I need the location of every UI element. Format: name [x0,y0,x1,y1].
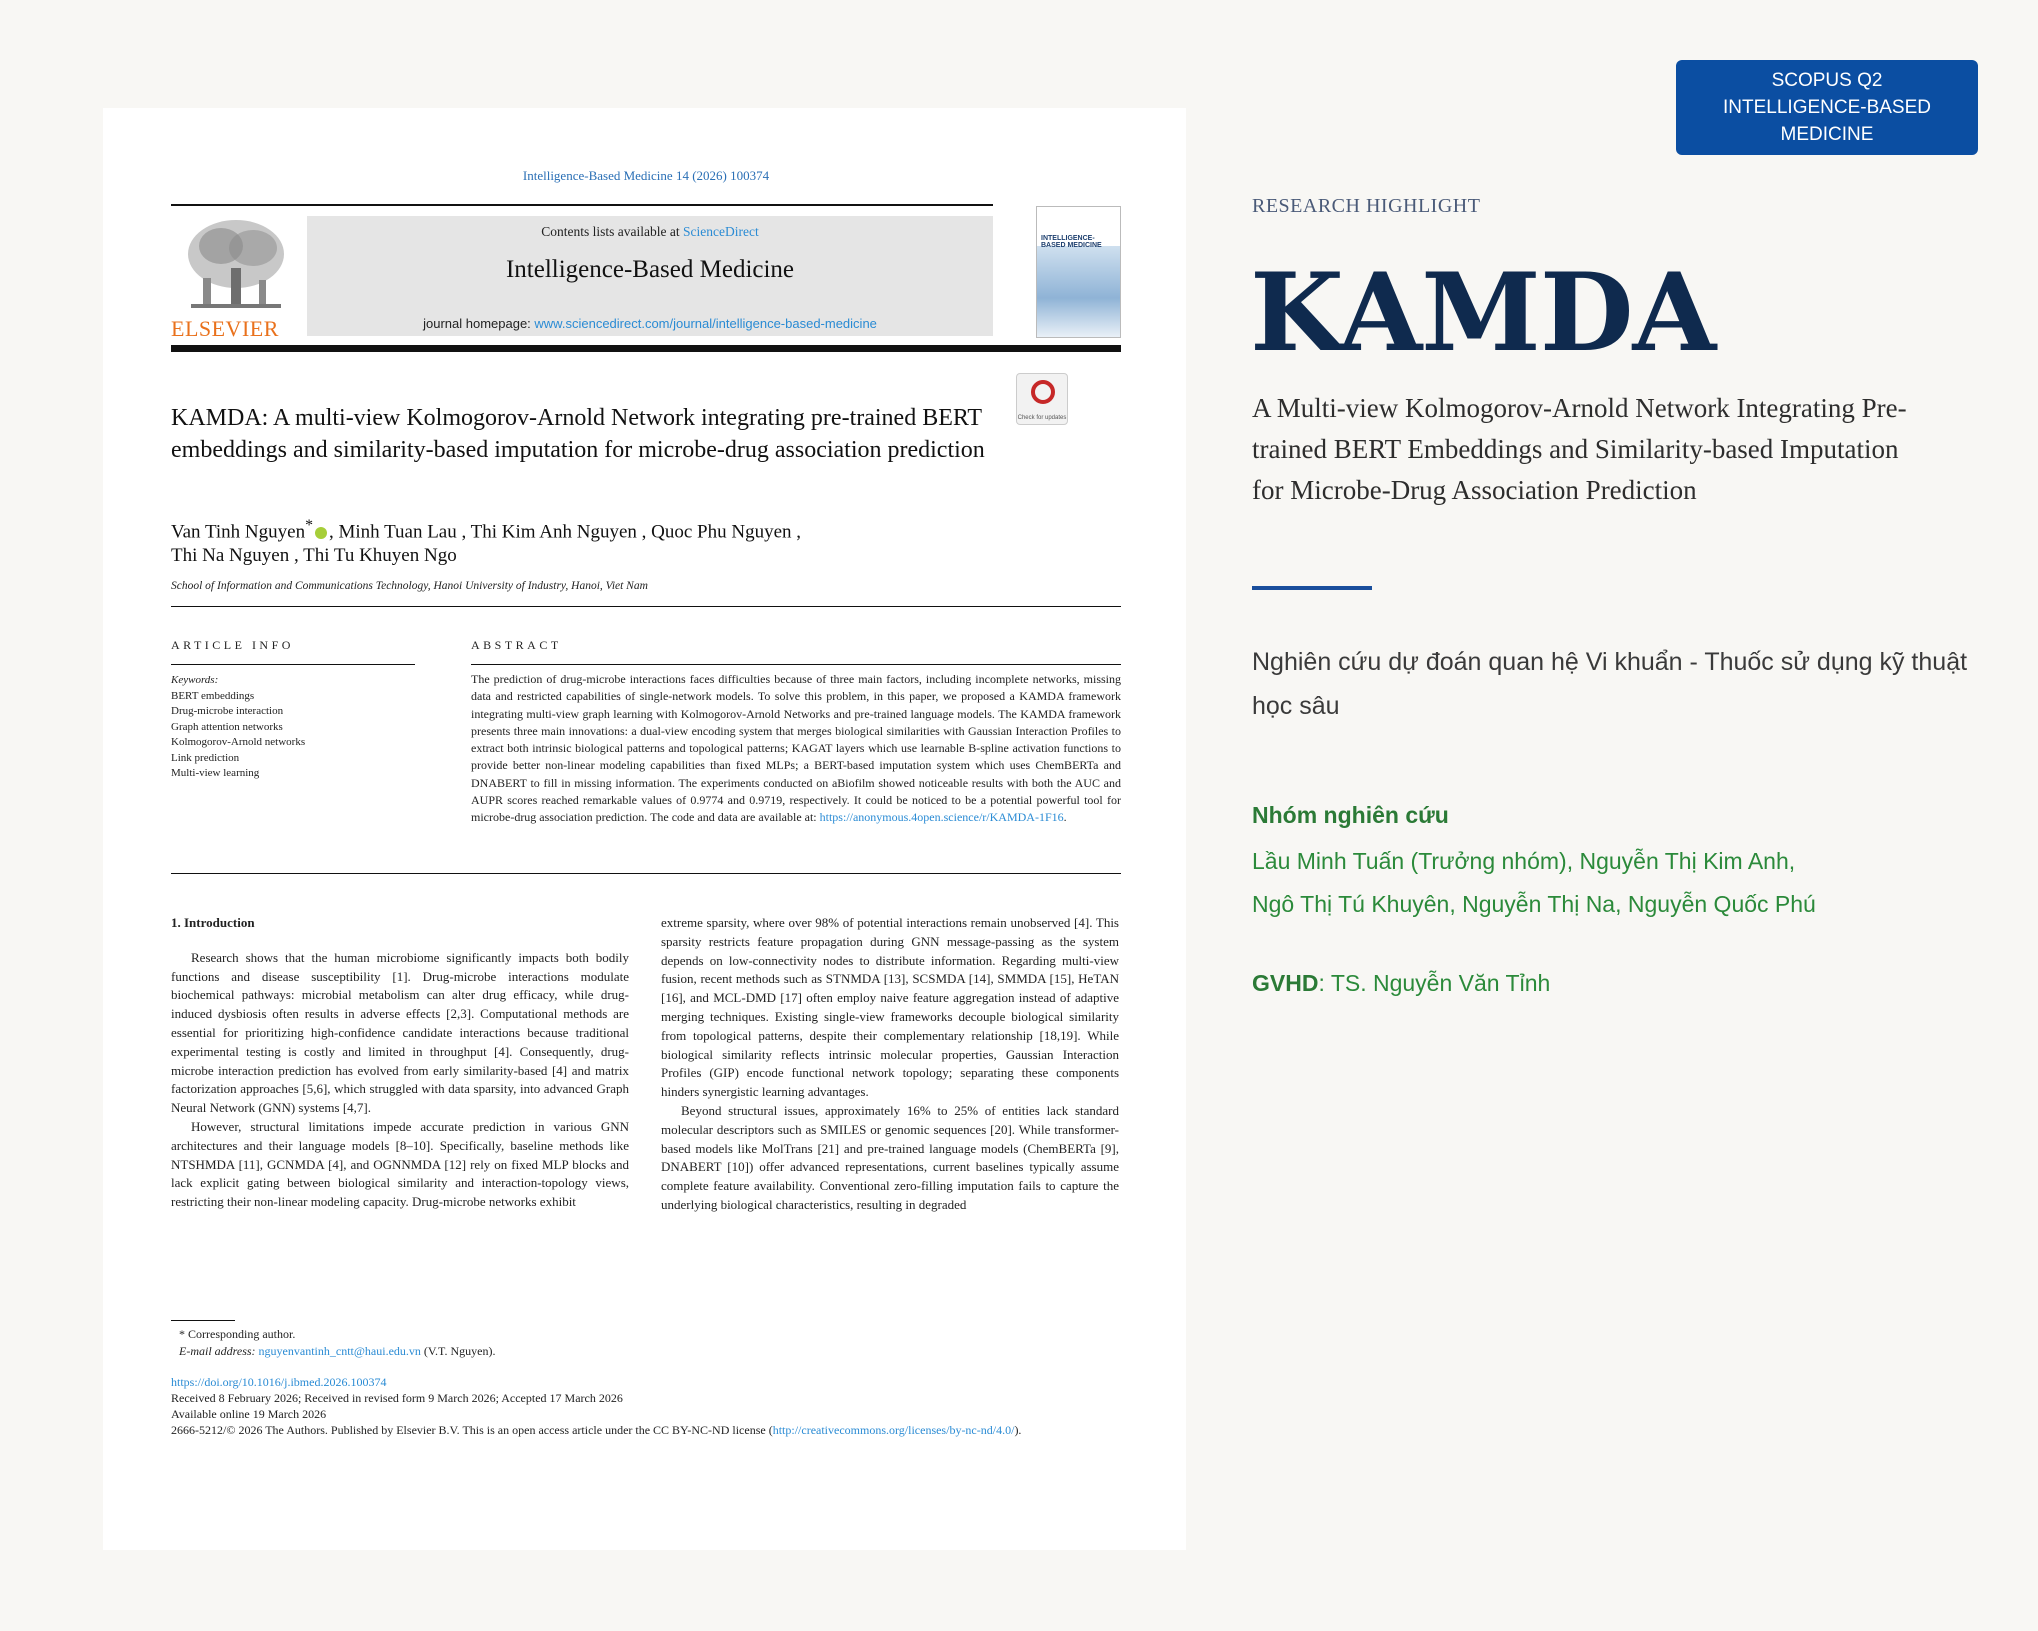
keyword-item: Link prediction [171,751,240,764]
journal-reference[interactable]: Intelligence-Based Medicine 14 (2026) 100374 [522,168,770,183]
email-link[interactable]: nguyenvantinh_cntt@haui.edu.vn [258,1344,421,1358]
article-info-heading: ARTICLE INFO [171,638,294,652]
homepage-line [307,316,993,331]
intro-paragraph: Research shows that the human microbiome significantly impacts both bodily functions and disease susceptibility [1]. Drug-microbe interactions modulate biochemical pathways: microbial metabolism can alter drug efficacy, while drug-induced dysbiosis often results in adverse effects [2,3]. Computational methods are essential for prioritizing high-confidence candidate interactions because traditional experimental testing is costly and limited in throughput [4]. Consequently, drug-microbe interaction prediction has evolved from early similarity-based [4] and matrix factorization approaches [5,6], which struggled with data sparsity, into advanced Graph Neural Network (GNN) systems [4,7]. [171,949,629,1116]
authors-line2: Thi Na Nguyen , Thi Tu Khuyen Ngo [171,545,457,567]
members-line: Ngô Thị Tú Khuyên, Nguyễn Thị Na, Nguyễn Quốc Phú [1252,891,1816,917]
publication-info [171,1374,1121,1438]
body-column-right [661,914,1119,1290]
email-label: E-mail address: [179,1344,259,1358]
highlight-subtitle: A Multi-view Kolmogorov-Arnold Network Integrating Pre-trained BERT Embeddings and Similarity-based Imputation for Microbe-Drug Association Prediction [1252,393,1907,505]
intro-paragraph: However, structural limitations impede accurate prediction in various GNN architectures and their language models [8–10]. Specifically, baseline methods like NTSHMDA [11], GCNMDA [4], and OGNNMDA [12] rely on fixed MLP blocks and lack explicit gating between biological similarity and interaction-topology views, restricting their non-linear modeling capacity. Drug-microbe networks exhibit [171,1118,629,1210]
keywords-label: Keywords: [171,674,219,686]
scopus-badge [1676,60,1978,155]
journal-homepage-link[interactable]: www.sciencedirect.com/journal/intelligence-based-medicine [534,316,877,331]
keywords-block [171,673,411,782]
paper-page [103,108,1186,1550]
abstract-rule [471,664,1121,665]
elsevier-wordmark: ELSEVIER [171,316,279,341]
contents-line [307,224,993,240]
code-link[interactable]: https://anonymous.4open.science/r/KAMDA-1F16 [819,810,1064,825]
elsevier-tree-icon [181,216,291,314]
header-thick-rule [171,345,1121,352]
cover-title: INTELLIGENCE-BASED MEDICINE [1041,235,1102,249]
abstract-body: The prediction of drug-microbe interactions faces difficulties because of three main factors, including incomplete networks, missing data and restricted capabilities of single-network models. To solve this problem, in this paper, we proposed a KAMDA framework integrating multi-view graph learning with Kolmogorov-Arnold Networks and pre-trained language models. The KAMDA framework presents three main innovations: a dual-view encoding system that merges biological similarities with Gaussian Interaction Profiles to extract both intrinsic biological patterns and topological patterns; KAGAT layers which use learnable B-spline activation functions to provide better non-linear modeling capabilities than fixed MLPs; a BERT-based imputation system which uses ChemBERTa and DNABERT to fill in missing information. The experiments conducted on aBiofilm showed noticeable results with both the AUC and AUPR scores reached remarkable values of 0.9774 and 0.9719, respectively. It could be noticed to be a potential powerful tool for microbe-drug association prediction. The code and data are available at: [471,672,1121,825]
affiliation: School of Information and Communications Technology, Hanoi University of Industry, Hanoi, Viet Nam [171,580,648,592]
sciencedirect-link[interactable]: ScienceDirect [683,224,759,239]
license-link[interactable]: http://creativecommons.org/licenses/by-nc-nd/4.0/ [772,1423,1015,1437]
footnote [179,1326,495,1360]
homepage-prefix: journal homepage: [423,316,535,331]
header-rule [171,204,993,206]
accent-divider [1252,586,1372,590]
journal-banner [307,216,993,336]
check-updates-icon [1031,380,1055,404]
authors-line1-rest: , Minh Tuan Lau , Thi Kim Anh Nguyen , Quoc Phu Nguyen , [329,521,802,543]
advisor-name: : TS. Nguyễn Văn Tỉnh [1318,970,1551,996]
highlight-title: KAMDA [1250,250,1716,376]
license-prefix: 2666-5212/© 2026 The Authors. Published by Elsevier B.V. This is an open access article under the CC BY-NC-ND license ( [171,1423,773,1437]
advisor-line [1252,970,1550,997]
check-for-updates-button[interactable] [1016,373,1068,425]
body-paragraph-continued: extreme sparsity, where over 98% of potential interactions remain unobserved [4]. This sparsity restricts feature propagation during GNN message-passing as the system depends on low-connectivity nodes to distribute information. Regarding multi-view fusion, recent methods such as STNMDA [13], SCSMDA [14], SMMDA [15], HeTAN [16], and MCL-DMD [17] often employ naive feature aggregation instead of adaptive merging techniques. Existing single-view frameworks decouple biological similarity from topological patterns, despite their complementary relationship [18,19]. While biological similarity reflects intrinsic molecular properties, Gaussian Interaction Profiles (GIP) encode functional network topology; separating these components hinders synergistic learning advantages. [661,915,1119,1100]
eyebrow-label: RESEARCH HIGHLIGHT [1252,195,1481,217]
section-rule-lower [171,873,1121,874]
license-suffix: ). [1014,1423,1022,1437]
available-online: Available online 19 March 2026 [171,1407,327,1421]
body-paragraph: Beyond structural issues, approximately 16% to 25% of entities lack standard molecular descriptors such as SMILES or genomic sequences [20]. While transformer-based models like MolTrans [21] and pre-trained language models (ChemBERTa [9], DNABERT [10]) offer advanced representations, current baselines typically assume complete feature availability. Conventional zero-filling imputation fails to capture the underlying biological characteristics, resulting in degraded [661,1102,1119,1212]
members-line: Lầu Minh Tuấn (Trưởng nhóm), Nguyễn Thị Kim Anh, [1252,848,1796,874]
keyword-item: Drug-microbe interaction [171,705,284,717]
article-info-rule [171,664,415,665]
introduction-heading: 1. Introduction [171,915,255,930]
footnote-rule [171,1320,235,1321]
check-updates-label: Check for updates [1017,415,1067,421]
keyword-item: Multi-view learning [171,767,260,779]
badge-line: INTELLIGENCE-BASED [1723,97,1931,118]
badge-line: MEDICINE [1780,124,1874,145]
license-line [171,1422,1121,1438]
body-column-left [171,914,629,1290]
abstract-heading: ABSTRACT [471,638,562,652]
doi-link[interactable]: https://doi.org/10.1016/j.ibmed.2026.100374 [171,1375,387,1389]
research-group-heading: Nhóm nghiên cứu [1252,802,1449,828]
keyword-item: Kolmogorov-Arnold networks [171,736,306,748]
keyword-item: BERT embeddings [171,689,255,702]
advisor-label: GVHD [1252,970,1319,996]
corresponding-note: * Corresponding author. [179,1327,296,1341]
author-list: Van Tinh Nguyen* , Minh Tuan Lau , Thi Kim Anh Nguyen , Quoc Phu Nguyen , Thi Na Nguyen , Thi Tu Khuyen Ngo [171,517,802,567]
keyword-item: Graph attention networks [171,720,283,733]
received-dates: Received 8 February 2026; Received in revised form 9 March 2026; Accepted 17 March 2026 [171,1391,623,1405]
abstract-text: The prediction of drug-microbe interactions faces difficulties because of three main factors, including incomplete networks, missing data and restricted capabilities of single-network models. To solve this problem, in this paper, we proposed a KAMDA framework integrating multi-view graph learning with Kolmogorov-Arnold Networks and pre-trained language models. The KAMDA framework presents three main innovations: a dual-view encoding system that merges biological similarities with Gaussian Interaction Profiles to extract both intrinsic biological patterns and topological patterns; KAGAT layers which use learnable B-spline activation functions to provide better non-linear modeling capabilities than fixed MLPs; a BERT-based imputation system which uses ChemBERTa and DNABERT to fill in missing information. The experiments conducted on aBiofilm showed noticeable results with both the AUC and AUPR scores reached remarkable values of 0.9774 and 0.9719, respectively. It could be noticed to be a potential powerful tool for microbe-drug association prediction. The code and data are available at: https://anonymous.4open.science/r/KAMDA-1F16. [471,672,1121,825]
research-group-members [1252,840,1972,926]
article-title: KAMDA: A multi-view Kolmogorov-Arnold Network integrating pre-trained BERT embeddings and similarity-based imputation for microbe-drug association prediction [171,405,985,463]
email-line [179,1343,495,1360]
email-suffix: (V.T. Nguyen). [420,1344,496,1358]
orcid-icon[interactable] [315,527,327,539]
badge-line: SCOPUS Q2 [1771,70,1883,91]
author-corresponding[interactable]: Van Tinh Nguyen [171,521,306,543]
section-rule [171,606,1121,607]
highlight-description: Nghiên cứu dự đoán quan hệ Vi khuẩn - Thuốc sử dụng kỹ thuật học sâu [1252,648,1968,720]
journal-name: Intelligence-Based Medicine [505,256,795,283]
contents-prefix: Contents lists available at [541,224,683,239]
journal-cover-thumbnail [1036,206,1121,338]
elsevier-logo [171,216,311,346]
